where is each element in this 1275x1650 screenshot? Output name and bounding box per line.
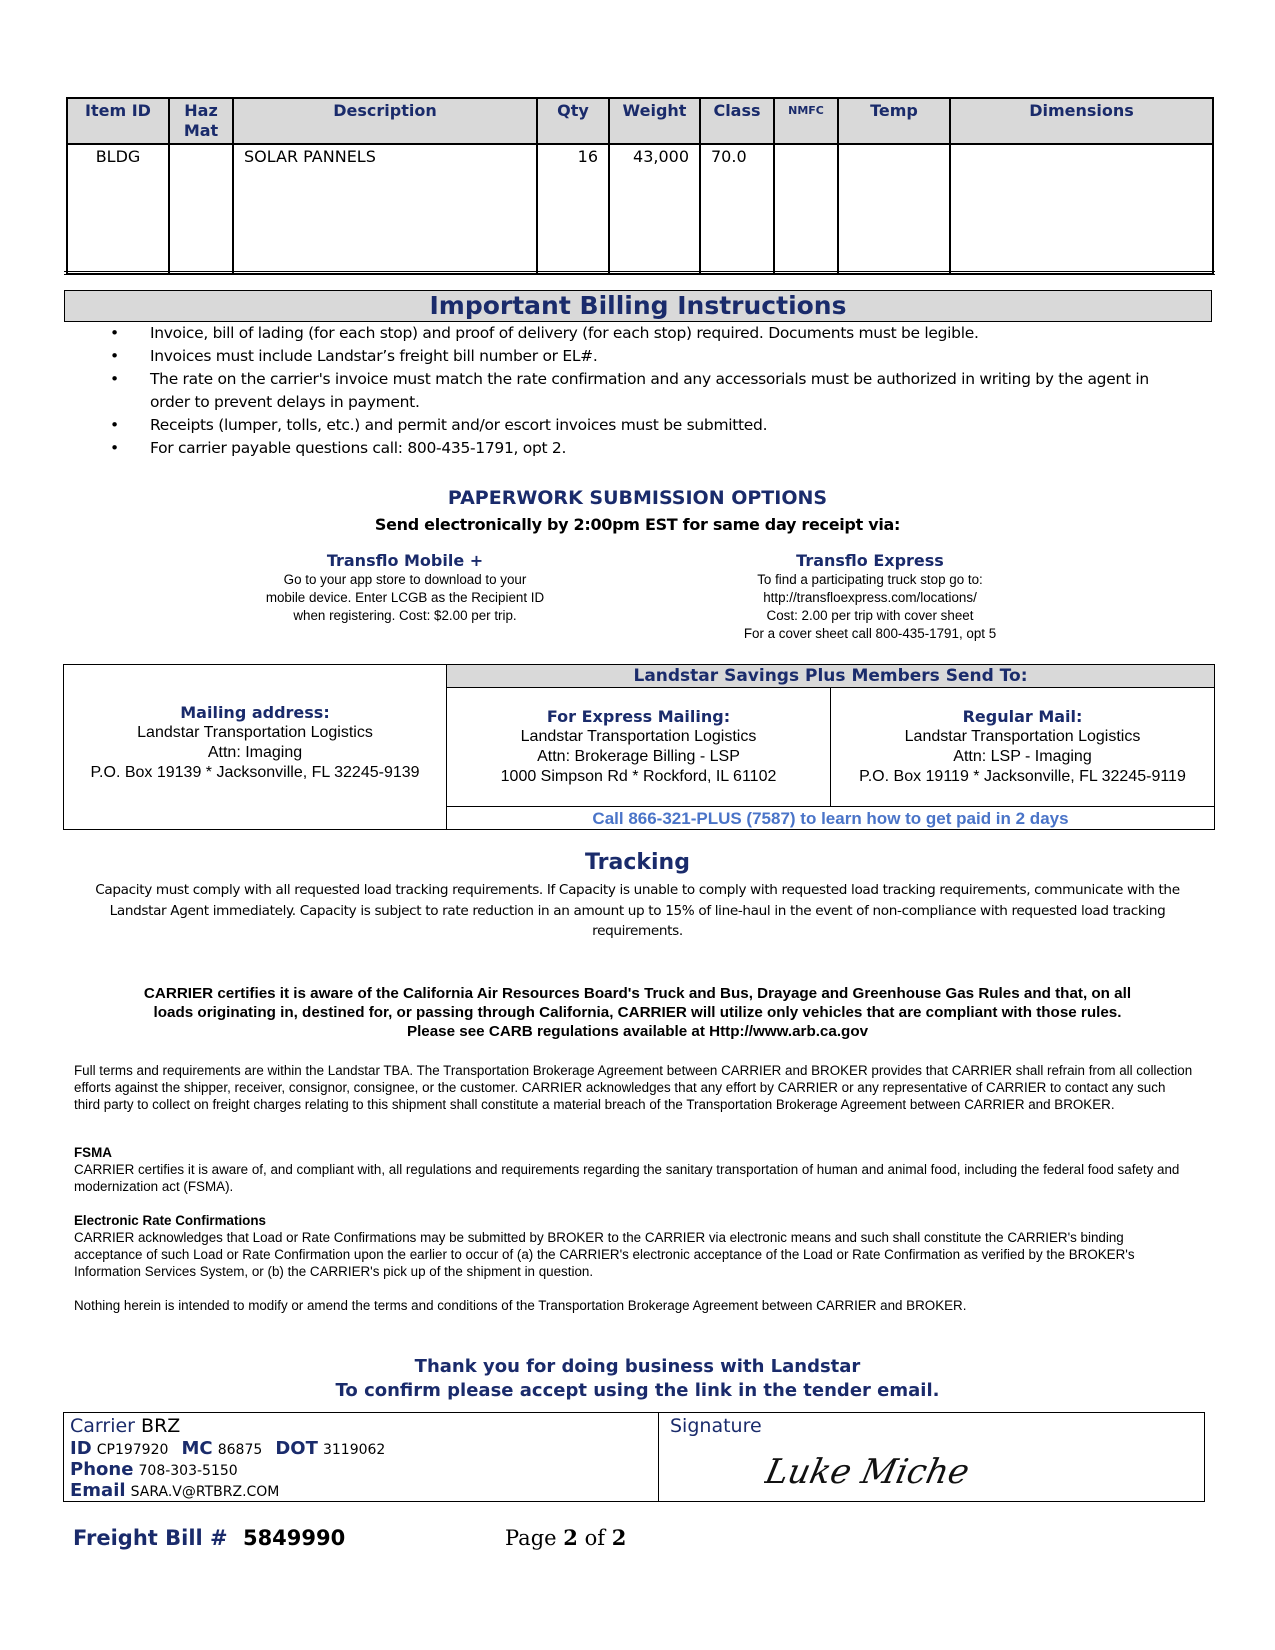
- tracking-title: Tracking: [585, 850, 690, 875]
- cell-temp: [838, 144, 950, 274]
- transflo-express-line: Cost: 2.00 per trip with cover sheet: [766, 608, 974, 623]
- col-weight: Weight: [609, 98, 700, 144]
- cell-nmfc: [774, 144, 838, 274]
- express-mailing-line: Landstar Transportation Logistics: [520, 728, 757, 745]
- carb-line: Please see CARB regulations available at Http://www.arb.ca.gov: [406, 1023, 869, 1040]
- phone-value: 708-303-5150: [138, 1463, 238, 1479]
- express-mailing-line: Attn: Brokerage Billing - LSP: [537, 748, 740, 765]
- regular-mail-column: [831, 688, 1214, 806]
- list-item: • For carrier payable questions call: 800-435-1791, opt 2.: [110, 437, 1180, 460]
- billing-instructions-title: Important Billing Instructions: [64, 290, 1212, 322]
- signature-label: Signature: [670, 1415, 762, 1437]
- id-value: CP197920: [96, 1442, 169, 1458]
- billing-instructions-list: [110, 322, 1180, 460]
- cell-haz-mat: [169, 144, 233, 274]
- freight-bill-label: Freight Bill #: [73, 1526, 228, 1550]
- savings-plus-call-line: Call 866-321-PLUS (7587) to learn how to get paid in 2 days: [447, 806, 1214, 830]
- mailing-address-line: P.O. Box 19139 * Jacksonville, FL 32245-9139: [90, 764, 420, 781]
- fsma-text: CARRIER certifies it is aware of, and compliant with, all regulations and requirements regarding the sanitary transportation of human and animal food, including the federal food safety and modernization act (FSMA).: [74, 1162, 1180, 1194]
- table-bottom-divider: [64, 271, 1215, 275]
- transflo-express-line: For a cover sheet call 800-435-1791, opt 5: [743, 626, 997, 641]
- transflo-express-block: [670, 551, 1070, 643]
- regular-mail-line: Landstar Transportation Logistics: [904, 728, 1141, 745]
- page-current: 2: [563, 1525, 578, 1550]
- page-of: of: [584, 1526, 605, 1550]
- erc-title: Electronic Rate Confirmations: [74, 1213, 266, 1228]
- list-item: • Receipts (lumper, tolls, etc.) and permit and/or escort invoices must be submitted.: [110, 414, 1180, 437]
- phone-line: [70, 1459, 238, 1482]
- fsma-title: FSMA: [74, 1145, 112, 1160]
- page-indicator: [505, 1524, 626, 1552]
- cell-description: SOLAR PANNELS: [233, 144, 537, 274]
- transflo-express-line: To find a participating truck stop go to:: [757, 572, 983, 587]
- carb-notice: [60, 984, 1215, 1041]
- express-mailing-column: [447, 688, 831, 806]
- cell-qty: 16: [537, 144, 609, 274]
- transflo-mobile-line: Go to your app store to download to your: [283, 572, 527, 587]
- express-mailing-title: For Express Mailing:: [546, 707, 731, 726]
- carb-line: CARRIER certifies it is aware of the California Air Resources Board's Truck and Bus, Drayage and Greenhouse Gas Rules and that, on all: [143, 985, 1132, 1002]
- tracking-text: Capacity must comply with all requested load tracking requirements. If Capacity is unable to comply with requested load tracking requirements, communicate with the Landstar Agent immediately. Capacity is subject to rate reduction in an amount up to 15% of line-haul in the event of non-compliance with requested load tracking requirements.: [95, 882, 1180, 939]
- mc-value: 86875: [217, 1442, 263, 1458]
- cell-weight: 43,000: [609, 144, 700, 274]
- regular-mail-line: Attn: LSP - Imaging: [953, 748, 1092, 765]
- dot-label: DOT: [275, 1438, 318, 1459]
- table-row: [67, 144, 1213, 274]
- phone-label: Phone: [70, 1459, 134, 1480]
- regular-mail-line: P.O. Box 19119 * Jacksonville, FL 32245-9119: [859, 768, 1186, 785]
- mc-label: MC: [181, 1438, 213, 1459]
- transflo-mobile-block: [180, 551, 630, 625]
- carrier-signature-box: [63, 1412, 1205, 1502]
- page-word: Page: [505, 1526, 557, 1550]
- confirm-instruction-line: To confirm please accept using the link in the tender email.: [335, 1380, 940, 1401]
- mailing-address-line: Attn: Imaging: [207, 744, 303, 761]
- paperwork-title: PAPERWORK SUBMISSION OPTIONS: [447, 487, 828, 509]
- mailing-address-column: [64, 665, 447, 829]
- express-mailing-line: 1000 Simpson Rd * Rockford, IL 61102: [500, 768, 777, 785]
- signature-image: [764, 1443, 1064, 1495]
- carrier-ids-line: [70, 1438, 385, 1461]
- id-label: ID: [70, 1438, 92, 1459]
- regular-mail-title: Regular Mail:: [962, 707, 1083, 726]
- col-nmfc: NMFC: [774, 98, 838, 144]
- list-item: • The rate on the carrier's invoice must match the rate confirmation and any accessorials must be authorized in writing by the agent in order to prevent delays in payment.: [110, 368, 1180, 414]
- transflo-express-title: Transflo Express: [796, 551, 944, 570]
- items-table-header-row: [67, 98, 1213, 144]
- col-haz-mat: Haz Mat: [169, 98, 233, 144]
- transflo-mobile-title: Transflo Mobile +: [326, 551, 484, 570]
- signature-scribble: [764, 1443, 1064, 1495]
- freight-bill-number: 5849990: [242, 1526, 346, 1550]
- col-description: Description: [233, 98, 537, 144]
- erc-text: CARRIER acknowledges that Load or Rate Confirmations may be submitted by BROKER to the CARRIER via electronic means and such shall constitute the CARRIER's binding acceptance of such Load or Rate Confirmation upon the earlier to occur of (a) the CARRIER's electronic acceptance of the Load or Rate Confirmation as verified by the BROKER's Information Services System, or (b) the CARRIER's pick up of the shipment in question.: [74, 1230, 1135, 1279]
- carrier-info-column: [64, 1413, 659, 1501]
- paperwork-subtitle: Send electronically by 2:00pm EST for same day receipt via:: [374, 515, 901, 534]
- carrier-value: BRZ: [141, 1415, 181, 1437]
- col-qty: Qty: [537, 98, 609, 144]
- col-temp: Temp: [838, 98, 950, 144]
- cell-class: 70.0: [700, 144, 774, 274]
- list-item: • Invoice, bill of lading (for each stop) and proof of delivery (for each stop) required. Documents must be legible.: [110, 322, 1180, 345]
- transflo-mobile-line: mobile device. Enter LCGB as the Recipient ID: [265, 590, 545, 605]
- dot-value: 3119062: [322, 1442, 386, 1458]
- page-total: 2: [611, 1525, 627, 1550]
- carrier-label: Carrier: [70, 1415, 135, 1437]
- email-label: Email: [70, 1480, 126, 1501]
- signature-text: Luke Miche: [764, 1452, 973, 1492]
- col-dimensions: Dimensions: [950, 98, 1213, 144]
- freight-bill: [73, 1524, 345, 1552]
- col-item-id: Item ID: [67, 98, 169, 144]
- nothing-herein-text: Nothing herein is intended to modify or amend the terms and conditions of the Transportation Brokerage Agreement between CARRIER and BROKER.: [74, 1298, 967, 1313]
- items-table: [66, 97, 1214, 275]
- thank-you-line: Thank you for doing business with Landstar: [414, 1356, 861, 1377]
- email-value: SARA.V@RTBRZ.COM: [130, 1484, 280, 1500]
- mailing-address-title: Mailing address:: [180, 703, 330, 722]
- cell-item-id: BLDG: [67, 144, 169, 274]
- mailing-address-box: [63, 664, 1215, 830]
- carrier-line: [70, 1415, 180, 1437]
- list-item: • Invoices must include Landstar’s freight bill number or EL#.: [110, 345, 1180, 368]
- mailing-address-line: Landstar Transportation Logistics: [137, 724, 373, 741]
- cell-dimensions: [950, 144, 1213, 274]
- full-terms: Full terms and requirements are within the Landstar TBA. The Transportation Brokerage Agreement between CARRIER and BROKER provides that CARRIER shall refrain from all collection efforts against the shipper, receiver, consignor, consignee, or the customer. CARRIER acknowledges that any effort by CARRIER or any representative of CARRIER to contact any such third party to collect on freight charges relating to this shipment shall constitute a material breach of the Transportation Brokerage Agreement between CARRIER and BROKER.: [74, 1063, 1193, 1112]
- transflo-mobile-line: when registering. Cost: $2.00 per trip.: [293, 608, 517, 623]
- savings-plus-title: Landstar Savings Plus Members Send To:: [447, 665, 1214, 688]
- email-line: [70, 1480, 279, 1503]
- col-class: Class: [700, 98, 774, 144]
- carb-line: loads originating in, destined for, or passing through California, CARRIER will utilize only vehicles that are compliant with those rules.: [153, 1004, 1122, 1021]
- transflo-express-url: http://transfloexpress.com/locations/: [763, 590, 977, 605]
